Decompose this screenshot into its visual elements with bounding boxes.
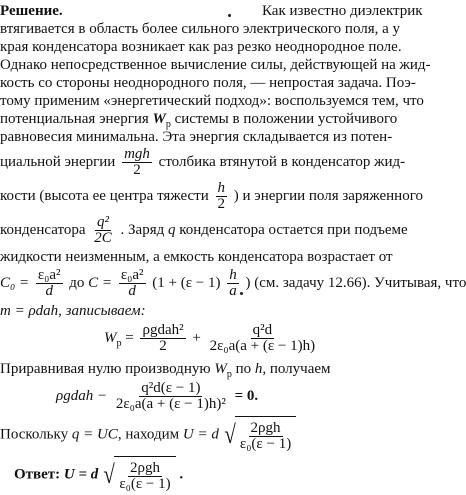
text-line: m = ρdah, записываем: — [0, 303, 146, 319]
text-span: потенциальная энергия — [0, 111, 149, 127]
text-span: , находим — [117, 426, 180, 443]
dot-mark — [240, 292, 243, 295]
fraction-numerator: q² — [97, 214, 109, 231]
text-line — [0, 180, 423, 212]
text-line: края конденсатора возникает как раз резко неоднородное поле. — [0, 39, 402, 55]
radicand — [235, 416, 296, 454]
fraction-denominator: d — [45, 283, 53, 300]
fraction — [216, 181, 228, 212]
math-symbol: q — [167, 222, 176, 238]
radical-sign: √ — [224, 420, 236, 449]
text-span: системы в положении устойчивого — [174, 111, 398, 127]
text-line: тому применим «энергетический подход»: воспользуемся тем, что — [0, 93, 424, 109]
math-expression: U = d — [63, 466, 99, 483]
text-span: . Заряд — [120, 222, 165, 238]
square-root — [223, 416, 297, 454]
fraction-denominator: a — [229, 283, 237, 300]
answer-label: Ответ: — [14, 466, 61, 483]
answer-line: Ответ: U = d √ $\frac{\text{2ρgh}}{\text{ε₀(ε − 1)}}$ . — [14, 456, 183, 494]
math-operator: + — [192, 330, 201, 346]
text-span: циальной энергии — [0, 154, 116, 170]
math-subscript: p — [116, 338, 122, 349]
fraction — [114, 381, 228, 412]
text-span: конденсатора остается при подъеме — [179, 222, 408, 238]
math-expression: = 0. — [234, 388, 259, 404]
math-expression: C₀ = — [0, 275, 30, 291]
formula-derivative — [56, 378, 258, 414]
radical-sign: √ — [103, 460, 115, 489]
text-span: до — [69, 275, 85, 291]
fraction-numerator: h — [217, 180, 226, 197]
text-line — [0, 266, 466, 300]
fraction-denominator: 2 — [217, 196, 226, 213]
text-span: ) (см. задачу 12.66). Учитывая, что — [245, 275, 466, 291]
math-operator: = — [125, 330, 134, 346]
fraction-numerator: q²d(ε − 1) — [141, 380, 201, 397]
text-line — [0, 2, 423, 20]
math-expression: C = — [88, 275, 113, 291]
fraction-numerator: ε₀a² — [37, 267, 61, 284]
fraction — [227, 268, 239, 299]
math-expression: q = UC — [71, 426, 118, 443]
fraction-denominator: 2ε₀a(a + (ε − 1)h) — [209, 338, 316, 355]
text-span: (1 + (ε − 1) — [152, 275, 221, 291]
radicand — [114, 456, 175, 494]
fraction-numerator: h — [229, 267, 237, 284]
solution-label: Решение. — [0, 3, 63, 19]
square-root — [102, 456, 176, 494]
text-line — [0, 146, 405, 178]
text-span: кости (высота ее центра тяжести — [0, 188, 209, 204]
text-span: конденсатора — [0, 222, 86, 238]
fraction-numerator: ρgdah² — [142, 322, 184, 339]
text-span: Поскольку — [0, 426, 69, 443]
fraction-denominator: 2ε₀a(a + (ε − 1)h)² — [115, 396, 226, 413]
fraction-numerator: q²d — [252, 322, 273, 339]
fraction-denominator: ε₀(ε − 1) — [239, 436, 292, 453]
fraction — [36, 268, 63, 299]
text-span: Как известно диэлектрик — [262, 3, 423, 19]
fraction — [119, 268, 146, 299]
fraction — [208, 323, 318, 354]
fraction-numerator: mgh — [124, 146, 150, 163]
text-span: по — [235, 361, 252, 377]
math-subscript: p — [226, 369, 232, 380]
fraction-numerator: 2ρgh — [129, 460, 160, 477]
math-subscript: p — [165, 119, 171, 130]
fraction-denominator: d — [128, 283, 136, 300]
math-expression: ρgdah − — [56, 388, 108, 404]
math-symbol: W — [152, 111, 166, 127]
fraction — [122, 147, 152, 178]
fraction-numerator: 2ρgh — [250, 420, 281, 437]
math-expression: U = d — [182, 426, 219, 443]
text-line: втягивается в область более сильного электрического поля, а у — [0, 21, 401, 37]
fraction-denominator: 2 — [159, 338, 167, 355]
formula-wp — [104, 320, 320, 362]
text-line: Однако непосредственное вычисление силы, действующей на жид- — [0, 57, 431, 73]
text-span: Приравнивая нулю производную — [0, 361, 211, 377]
fraction-denominator: 2 — [133, 162, 141, 179]
math-symbol: W — [104, 330, 117, 346]
fraction — [238, 421, 293, 452]
text-line — [0, 214, 408, 246]
fraction-denominator: 2C — [94, 230, 112, 247]
text-span: , получаем — [262, 361, 331, 377]
fraction — [140, 323, 185, 354]
text-line — [0, 416, 296, 454]
fraction-denominator: ε₀(ε − 1) — [119, 476, 171, 493]
dot-mark — [228, 14, 231, 17]
fraction-numerator: ε₀a² — [120, 267, 144, 284]
text-line: кость со стороны неоднородного поля, — непростая задача. Поэ- — [0, 75, 416, 91]
text-span: ) и энергии поля заряженного — [233, 188, 423, 204]
fraction — [92, 215, 114, 246]
math-symbol: W — [214, 361, 227, 377]
text-line: жидкости неизменным, а емкость конденсатора возрастает от — [0, 249, 393, 265]
math-symbol: h — [254, 361, 263, 377]
fraction — [117, 461, 172, 492]
text-line: равновесия минимальна. Эта энергия складывается из потен- — [0, 129, 393, 145]
text-span: столбика втянутой в конденсатор жид- — [158, 154, 406, 170]
